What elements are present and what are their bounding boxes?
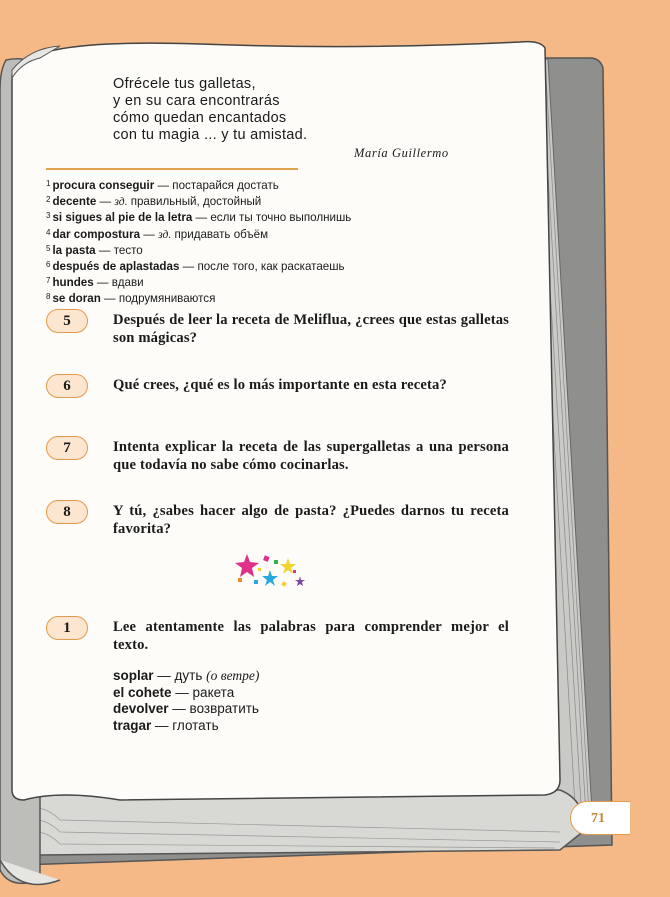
poem-author: María Guillermo [354,146,449,160]
task-text: Lee atentamente las palabras para comprender mejor el texto. [113,619,509,653]
footnote: $^1$ procura conseguir — постарайся достать [46,179,279,192]
footnote: $^2$ decente — зд. правильный, достойный [46,195,262,209]
vocabulary-item: devolver — возвратить [113,701,259,716]
poem-line: cómo quedan encantados [113,110,287,126]
task-text: Y tú, ¿sabes hacer algo de pasta? ¿Puedes darnos tu receta favorita? [113,503,509,537]
poem-line: con tu magia ... y tu amistad. [113,127,308,143]
footnote: $^8$ se doran — подрумяниваются [46,292,216,306]
task-text: Intenta explicar la receta de las supergalletas a una persona que todavía no sabe cómo cocinarlas. [113,439,509,473]
footnote: $^4$ dar compostura — зд. придавать объём [46,227,269,241]
poem-line: Ofrécele tus galletas, [113,76,256,92]
footnote-divider [46,168,298,170]
poem-line: y en su cara encontrarás [113,93,280,109]
footnote: $^6$ después de aplastadas — после того, как раскатаешь [46,260,345,274]
vocabulary-item: el cohete — ракета [113,684,235,700]
task-text: Qué crees, ¿qué es lo más importante en esta receta? [113,377,447,393]
task-number-badge: 7 [46,436,88,460]
task-number-badge: 5 [46,309,88,333]
vocabulary-item: soplar — дуть (о ветре) [113,668,260,683]
task-number-badge: 6 [46,374,88,398]
vocabulary-item: tragar — глотать [113,717,219,733]
footnote: $^5$ la pasta — тесто [46,243,143,257]
stars-icon [230,548,310,596]
task-number-badge: 8 [46,500,88,524]
page-number: 71 [570,801,630,835]
footnotes [46,177,351,307]
vocabulary-list [113,668,259,734]
footnote: $^3$ si sigues al pie de la letra — если ты точно выполнишь [46,211,352,225]
poem [113,76,307,144]
task-text: Después de leer la receta de Meliflua, ¿crees que estas galletas son mágicas? [113,312,509,346]
footnote: $^7$ hundes — вдави [46,276,144,290]
task-number-badge: 1 [46,616,88,640]
